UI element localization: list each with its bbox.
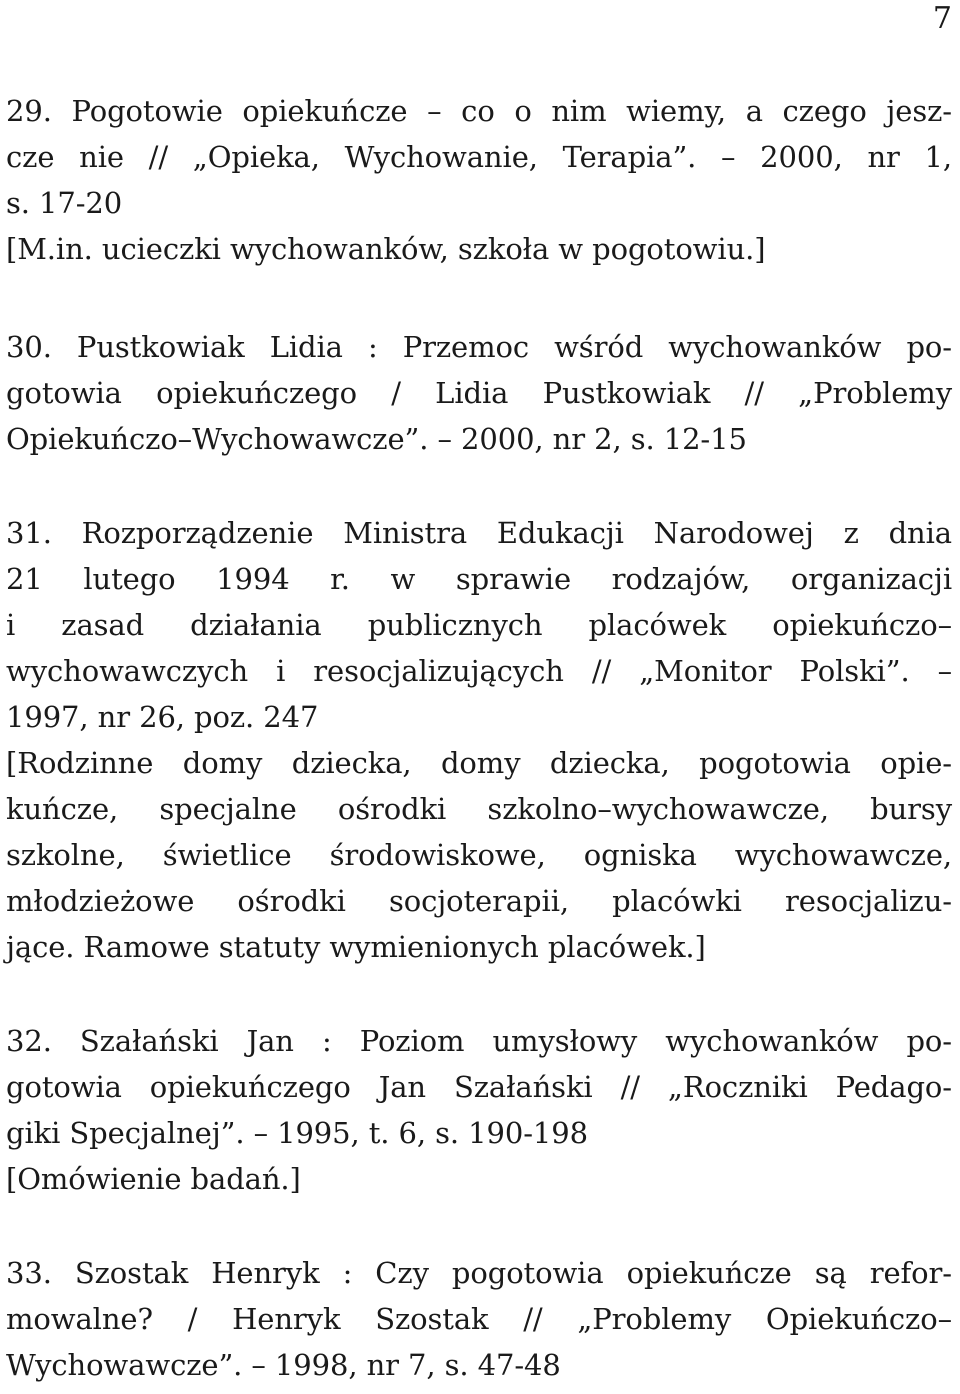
entry-line: 31. Rozporządzenie Ministra Edukacji Narodowej z dnia xyxy=(6,516,952,550)
entry-line: 29. Pogotowie opiekuńcze – co o nim wiemy, a czego jesz- xyxy=(6,94,952,128)
entry-annotation: [Rodzinne domy dziecka, domy dziecka, pogotowia opie- xyxy=(6,746,952,780)
bibliography-entry-30 xyxy=(6,324,952,462)
bibliography-entry-32 xyxy=(6,1018,952,1202)
entry-line: 21 lutego 1994 r. w sprawie rodzajów, organizacji xyxy=(6,562,952,596)
entry-annotation: [M.in. ucieczki wychowanków, szkoła w pogotowiu.] xyxy=(6,232,766,266)
entry-line: mowalne? / Henryk Szostak // „Problemy Opiekuńczo– xyxy=(6,1302,952,1336)
entry-annotation: kuńcze, specjalne ośrodki szkolno–wychowawcze, bursy xyxy=(6,792,952,826)
entry-line: 32. Szałański Jan : Poziom umysłowy wychowanków po- xyxy=(6,1024,952,1058)
bibliography-entry-31 xyxy=(6,510,952,970)
entry-line: Wychowawcze”. – 1998, nr 7, s. 47-48 xyxy=(6,1348,561,1382)
entry-line: giki Specjalnej”. – 1995, t. 6, s. 190-198 xyxy=(6,1116,588,1150)
entry-line: wychowawczych i resocjalizujących // „Monitor Polski”. – xyxy=(6,654,952,688)
entry-line: 30. Pustkowiak Lidia : Przemoc wśród wychowanków po- xyxy=(6,330,952,364)
entry-line: gotowia opiekuńczego / Lidia Pustkowiak // „Problemy xyxy=(6,376,952,410)
bibliography-entry-29 xyxy=(6,88,952,272)
entry-annotation: szkolne, świetlice środowiskowe, ogniska wychowawcze, xyxy=(6,838,952,872)
page-number: 7 xyxy=(932,1,952,36)
entry-line: 33. Szostak Henryk : Czy pogotowia opiekuńcze są refor- xyxy=(6,1256,952,1290)
entry-annotation: [Omówienie badań.] xyxy=(6,1162,301,1196)
entry-line: i zasad działania publicznych placówek opiekuńczo– xyxy=(6,608,952,642)
entry-line: Opiekuńczo–Wychowawcze”. – 2000, nr 2, s. 12-15 xyxy=(6,422,747,456)
entry-line: gotowia opiekuńczego Jan Szałański // „Roczniki Pedago- xyxy=(6,1070,952,1104)
entry-line: cze nie // „Opieka, Wychowanie, Terapia”. – 2000, nr 1, xyxy=(6,140,952,174)
entry-line: 1997, nr 26, poz. 247 xyxy=(6,700,319,734)
entry-line: s. 17-20 xyxy=(6,186,123,220)
bibliography-entry-33 xyxy=(6,1250,952,1388)
entry-annotation: jące. Ramowe statuty wymienionych placówek.] xyxy=(6,930,706,964)
entry-annotation: młodzieżowe ośrodki socjoterapii, placówki resocjalizu- xyxy=(6,884,952,918)
